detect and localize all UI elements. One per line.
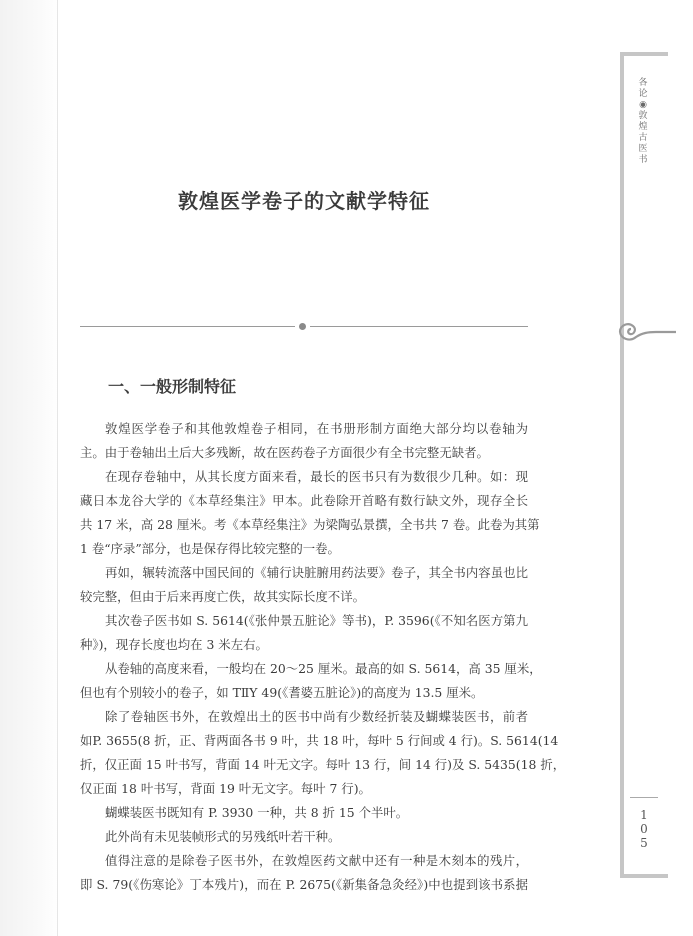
side-bar-bottom — [620, 874, 668, 878]
separator-dot-icon — [299, 323, 306, 330]
side-bar-top — [620, 52, 668, 56]
text-line: 主。由于卷轴出土后大多残断，故在医药卷子方面很少有全书完整无缺者。 — [80, 445, 489, 460]
side-char: 煌 — [638, 122, 648, 132]
gutter-line — [57, 0, 58, 936]
text-line: 在现存卷轴中，从其长度方面来看，最长的医书只有为数很少几种。如：现 — [105, 469, 528, 484]
title-separator-left — [80, 326, 295, 327]
text-line: 敦煌医学卷子和其他敦煌卷子相同，在书册形制方面绝大部分均以卷轴为 — [105, 421, 528, 436]
swirl-ornament-icon — [616, 317, 678, 347]
side-char: 敦 — [638, 111, 648, 121]
text-line: 如P. 3655(8 折，正、背两面各书 9 叶，共 18 叶，每叶 5 行间或 4 行)。S. 5614(14 — [80, 733, 559, 748]
side-char: 古 — [638, 133, 648, 143]
text-line: 即 S. 79(《伤寒论》丁本残片)，而在 P. 2675(《新集备急灸经》)中也提到该书系据 — [80, 877, 528, 892]
text-line: 较完整，但由于后来再度亡佚，故其实际长度不详。 — [80, 589, 365, 604]
side-char: 医 — [638, 144, 648, 154]
side-char: 书 — [638, 155, 648, 165]
text-line: 从卷轴的高度来看，一般均在 20～25 厘米。最高的如 S. 5614，高 35 厘米， — [105, 661, 542, 676]
text-line: 再如，辗转流落中国民间的《辅行诀脏腑用药法要》卷子，其全书内容虽也比 — [105, 565, 528, 580]
body-text — [80, 417, 566, 897]
title-separator-right — [310, 326, 528, 327]
text-line: 蝴蝶装医书既知有 P. 3930 一种，共 8 折 15 个半叶。 — [105, 805, 409, 820]
book-gutter — [0, 0, 58, 936]
text-line: 值得注意的是除卷子医书外，在敦煌医药文献中还有一种是木刻本的残片， — [105, 853, 528, 868]
text-line: 1 卷“序录”部分，也是保存得比较完整的一卷。 — [80, 541, 340, 556]
page-number-digit: 1 — [640, 808, 648, 822]
side-bullet-icon: ◉ — [639, 100, 647, 110]
page-number-digit: 0 — [640, 822, 648, 836]
page-number-digit: 5 — [640, 836, 648, 850]
side-running-title — [637, 78, 649, 166]
text-line: 此外尚有未见装帧形式的另残纸叶若干种。 — [105, 829, 341, 844]
text-line: 其次卷子医书如 S. 5614(《张仲景五脏论》等书)，P. 3596(《不知名医方第九 — [105, 613, 528, 628]
text-line: 折，仅正面 15 叶书写，背面 14 叶无文字。每叶 13 行，间 14 行)及 S. 5435(18 折， — [80, 757, 566, 772]
page-number-rule — [630, 797, 658, 798]
text-line: 仅正面 18 叶书写，背面 19 叶无文字。每叶 7 行)。 — [80, 781, 371, 796]
side-bar — [620, 52, 624, 878]
page-number — [638, 808, 650, 850]
side-char: 论 — [638, 89, 648, 99]
section-heading: 一、一般形制特征 — [108, 377, 237, 396]
text-line: 但也有个别较小的卷子，如 TⅡY 49(《耆婆五脏论》)的高度为 13.5 厘米。 — [80, 685, 484, 700]
side-char: 各 — [638, 78, 648, 88]
page-title: 敦煌医学卷子的文献学特征 — [178, 189, 430, 213]
text-line: 共 17 米，高 28 厘米。考《本草经集注》为梁陶弘景撰，全书共 7 卷。此卷为其第 — [80, 517, 540, 532]
text-line: 除了卷轴医书外，在敦煌出土的医书中尚有少数经折装及蝴蝶装医书，前者 — [105, 709, 528, 724]
text-line: 种》)，现存长度也均在 3 米左右。 — [80, 637, 268, 652]
text-line: 藏日本龙谷大学的《本草经集注》甲本。此卷除开首略有数行缺文外，现存全长 — [80, 493, 528, 508]
